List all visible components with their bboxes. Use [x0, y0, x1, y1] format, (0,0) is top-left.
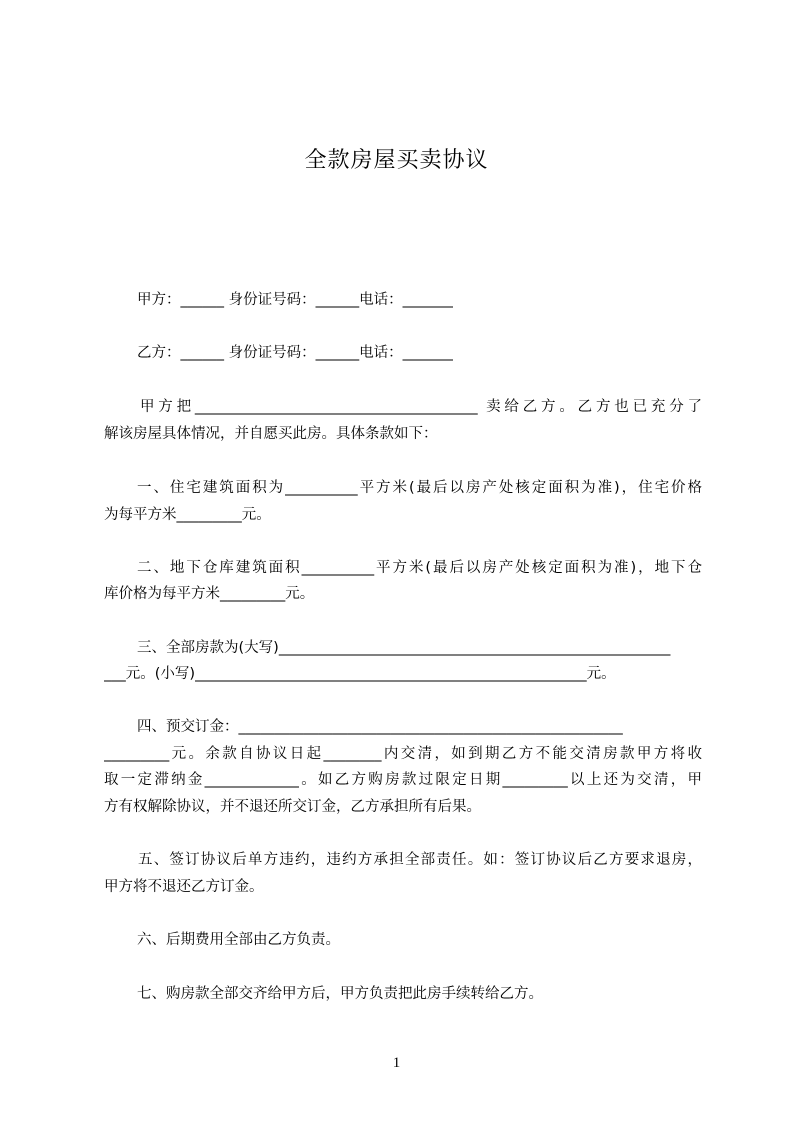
document-title: 全款房屋买卖协议 — [304, 148, 489, 173]
clause-5-line-1: 五、签订协议后单方违约，违约方承担全部责任。如：签订协议后乙方要求退房， — [138, 852, 702, 868]
clause-4-line-3: 取一定滞纳金_____________。如乙方购房款过限定日期_________以上还为交清，甲 — [104, 772, 702, 788]
clause-4-line-4: 方有权解除协议，并不退还所交订金，乙方承担所有后果。 — [104, 799, 481, 815]
intro-line-1: 甲方把_______________________________________ 卖给乙方。乙方也已充分了 — [140, 399, 702, 415]
clause-4-line-2: _________元。余款自协议日起________内交清，如到期乙方不能交清房款甲方将收 — [104, 746, 702, 762]
party-b-line: 乙方：______ 身份证号码：______电话：_______ — [137, 345, 454, 361]
clause-1-line-2: 为每平方米_________元。 — [104, 507, 271, 523]
clause-5-line-2: 甲方将不退还乙方订金。 — [104, 879, 264, 895]
clause-4-line-1: 四、预交订金：_____________________________________________________ — [137, 719, 623, 735]
party-a-line: 甲方：______ 身份证号码：______电话：_______ — [137, 292, 454, 308]
clause-2-line-2: 库价格为每平方米_________元。 — [104, 586, 315, 602]
clause-6: 六、后期费用全部由乙方负责。 — [137, 932, 340, 948]
intro-line-2: 解该房屋具体情况，并自愿买此房。具体条款如下： — [104, 426, 438, 442]
clause-7: 七、购房款全部交齐给甲方后，甲方负责把此房手续转给乙方。 — [137, 986, 543, 1002]
clause-1-line-1: 一、住宅建筑面积为__________平方米(最后以房产处核定面积为准)，住宅价格 — [137, 480, 702, 496]
clause-2-line-1: 二、地下仓库建筑面积__________平方米(最后以房产处核定面积为准)，地下仓 — [137, 560, 702, 576]
clause-3-line-2: ___元。(小写)______________________________________________________元。 — [104, 666, 616, 682]
page-number: 1 — [392, 1055, 401, 1071]
clause-3-line-1: 三、全部房款为(大写)______________________________________________________ — [137, 640, 671, 656]
